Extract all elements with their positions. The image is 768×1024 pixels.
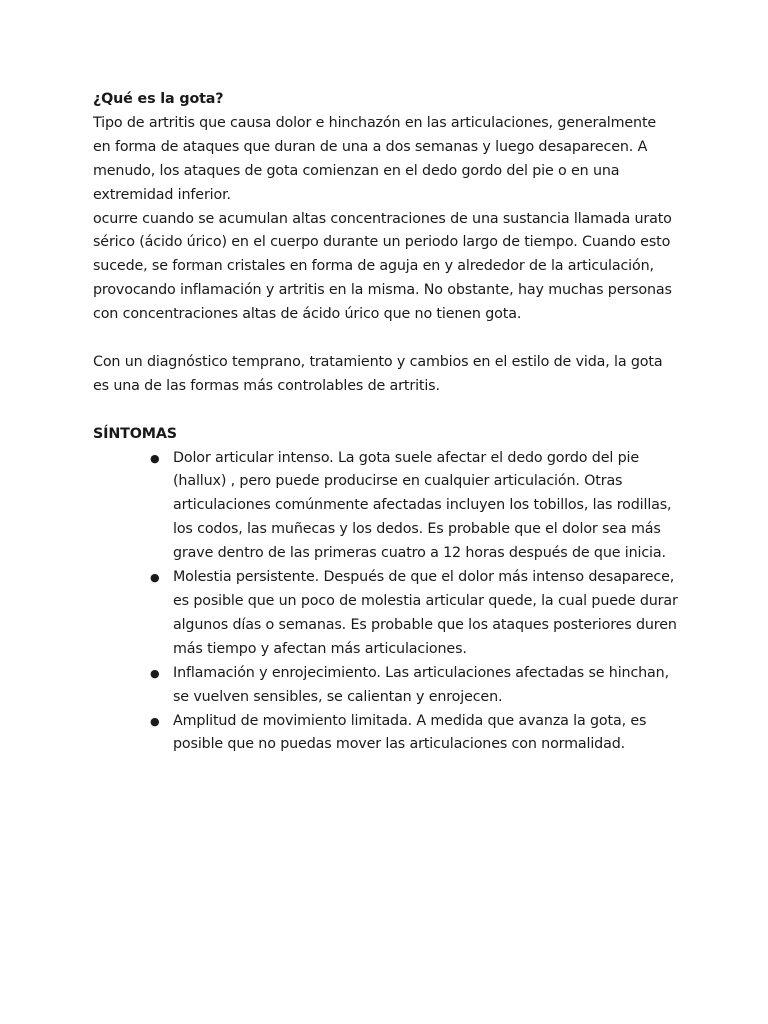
symptom-item [150,447,678,567]
bullet-icon: ● [150,714,160,728]
symptom-text: Inflamación y enrojecimiento. Las articulaciones afectadas se hinchan, se vuelven sensibles, se calientan y enrojecen. [173,664,669,705]
bullet-icon: ● [150,666,160,680]
definition-paragraph: Tipo de artritis que causa dolor e hinchazón en las articulaciones, generalmente en forma de ataques que duran de una a dos semanas y luego desaparecen. A menudo, los ataques de gota comienzan en el dedo gordo del pie o en una extremidad inferior. [93,114,657,203]
symptom-item [150,566,678,662]
bullet-icon: ● [150,451,160,465]
bullet-icon: ● [150,571,160,585]
symptoms-list [93,447,678,758]
cause-paragraph: ocurre cuando se acumulan altas concentraciones de una sustancia llamada urato sérico (ácido úrico) en el cuerpo durante un periodo largo de tiempo. Cuando esto sucede, se forman cristales en forma de aguja en y alrededor de la articulación, provocando inflamación y artritis en la misma. No obstante, hay muchas personas con concentraciones altas de ácido úrico que no tienen gota. [93,210,672,323]
symptom-item [150,710,678,758]
prognosis-paragraph: Con un diagnóstico temprano, tratamiento y cambios en el estilo de vida, la gota es una de las formas más controlables de artritis. [93,353,663,394]
symptom-item [150,662,678,710]
symptom-text: Amplitud de movimiento limitada. A medida que avanza la gota, es posible que no puedas mover las articulaciones con normalidad. [173,712,647,753]
symptoms-heading: SÍNTOMAS [93,425,177,442]
paragraph-spacer [93,327,678,351]
symptom-text: Molestia persistente. Después de que el dolor más intenso desaparece, es posible que un poco de molestia articular quede, la cual puede durar algunos días o semanas. Es probable que los ataques posteriores duren más tiempo y afectan más articulaciones. [173,569,678,657]
document-page [93,88,678,757]
symptom-text: Dolor articular intenso. La gota suele afectar el dedo gordo del pie (hallux) , pero puede producirse en cualquier articulación. Otras articulaciones comúnmente afectadas incluyen los tobillos, las rodillas, los codos, las muñecas y los dedos. Es probable que el dolor sea más grave dentro de las primeras cuatro a 12 horas después de que inicia. [173,449,672,562]
question-heading: ¿Qué es la gota? [93,91,224,107]
paragraph-spacer [93,399,678,423]
